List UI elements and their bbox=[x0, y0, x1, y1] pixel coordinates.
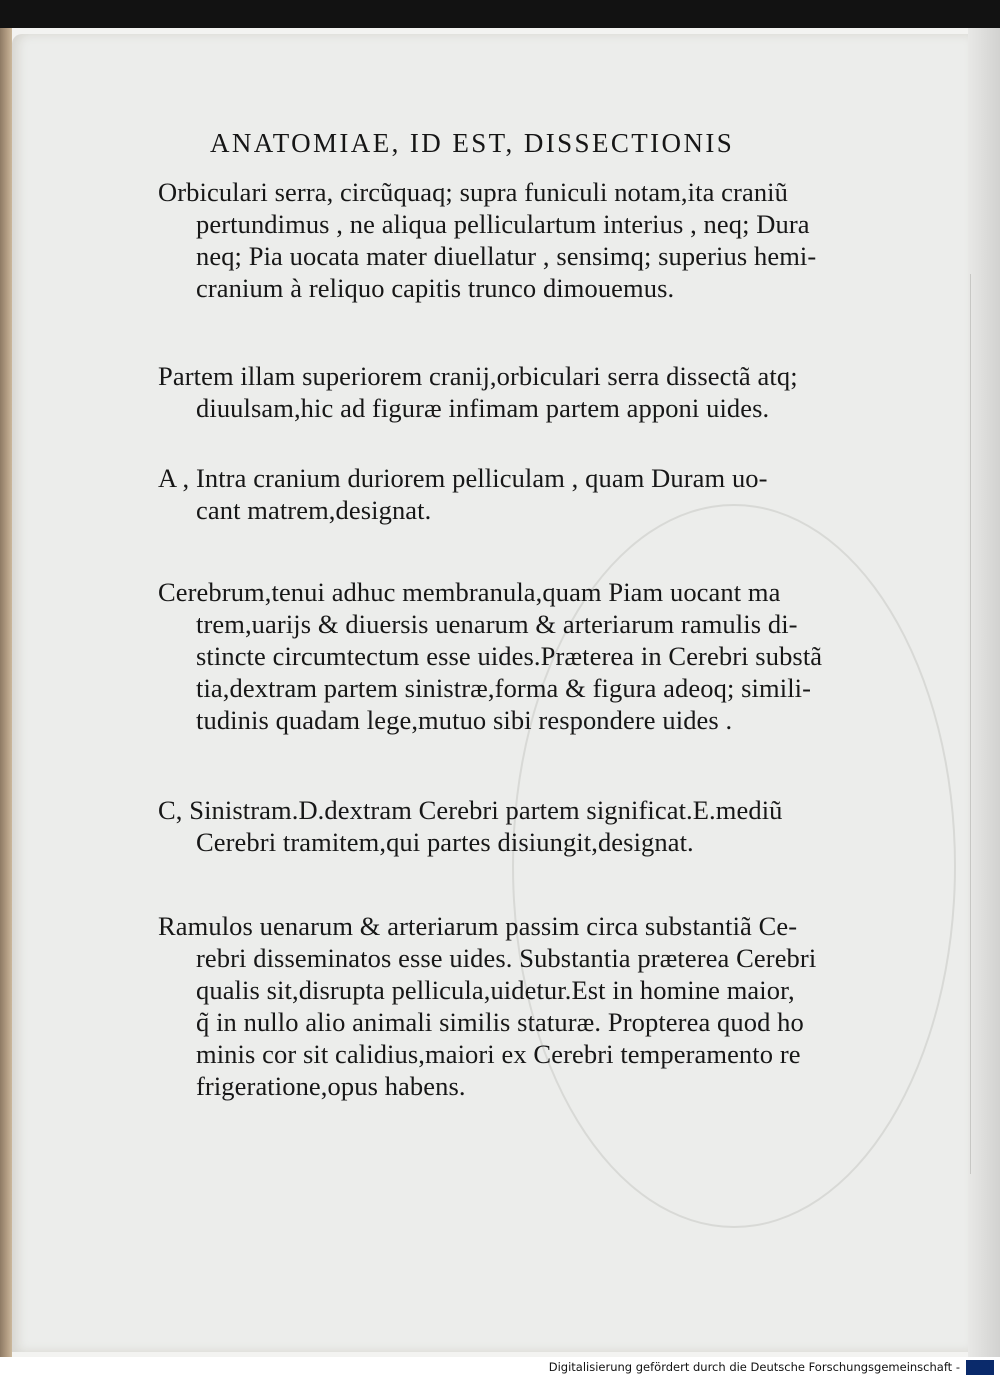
paragraph-1 bbox=[158, 176, 816, 304]
text-line: Orbiculari serra, circũquaq; supra funiculi notam,ita craniũ bbox=[158, 177, 788, 207]
text-line: tia,dextram partem sinistræ,forma & figura adeoq; simili- bbox=[196, 673, 812, 703]
dfg-logo bbox=[966, 1360, 994, 1375]
paragraph-6 bbox=[158, 910, 816, 1102]
paragraph-2 bbox=[158, 360, 798, 424]
funding-credit: Digitalisierung gefördert durch die Deutsche Forschungsgemeinschaft - bbox=[548, 1360, 960, 1374]
text-line: cant matrem,designat. bbox=[196, 495, 432, 525]
page-right-shadow bbox=[968, 28, 1000, 1358]
scan-top-edge bbox=[0, 0, 1000, 28]
text-line: minis cor sit calidius,maiori ex Cerebri temperamento re bbox=[196, 1039, 801, 1069]
text-line: stincte circumtectum esse uides.Præterea in Cerebri substã bbox=[196, 641, 823, 671]
text-line: frigeratione,opus habens. bbox=[196, 1071, 466, 1101]
text-line: diuulsam,hic ad figuræ infimam partem apponi uides. bbox=[196, 393, 770, 423]
paragraph-5 bbox=[158, 794, 783, 858]
text-line: Cerebrum,tenui adhuc membranula,quam Piam uocant ma bbox=[158, 577, 781, 607]
paragraph-4 bbox=[158, 576, 822, 736]
text-line: trem,uarijs & diuersis uenarum & arteriarum ramulis di- bbox=[196, 609, 798, 639]
text-line: C, Sinistram.D.dextram Cerebri partem significat.E.mediũ bbox=[158, 795, 783, 825]
text-line: neq; Pia uocata mater diuellatur , sensimq; superius hemi- bbox=[196, 241, 817, 271]
text-line: q̃ in nullo alio animali similis staturæ. Propterea quod ho bbox=[196, 1007, 804, 1037]
text-line: A , Intra cranium duriorem pelliculam , quam Duram uo- bbox=[158, 463, 768, 493]
text-line: rebri disseminatos esse uides. Substantia præterea Cerebri bbox=[196, 943, 817, 973]
show-through-line bbox=[970, 274, 971, 1174]
paragraph-3 bbox=[158, 462, 768, 526]
text-line: qualis sit,disrupta pellicula,uidetur.Est in homine maior, bbox=[196, 975, 795, 1005]
text-line: cranium à reliquo capitis trunco dimouemus. bbox=[196, 273, 675, 303]
book-spine-edge bbox=[0, 28, 12, 1358]
text-line: Cerebri tramitem,qui partes disiungit,designat. bbox=[196, 827, 694, 857]
text-line: pertundimus , ne aliqua pelliculartum interius , neq; Dura bbox=[196, 209, 810, 239]
digitization-footer bbox=[0, 1357, 1000, 1377]
text-line: Ramulos uenarum & arteriarum passim circa substantiã Ce- bbox=[158, 911, 798, 941]
running-heading: ANATOMIAE, ID EST, DISSECTIONIS bbox=[210, 128, 735, 158]
text-line: tudinis quadam lege,mutuo sibi respondere uides . bbox=[196, 705, 733, 735]
text-line: Partem illam superiorem cranij,orbiculari serra dissectã atq; bbox=[158, 361, 798, 391]
